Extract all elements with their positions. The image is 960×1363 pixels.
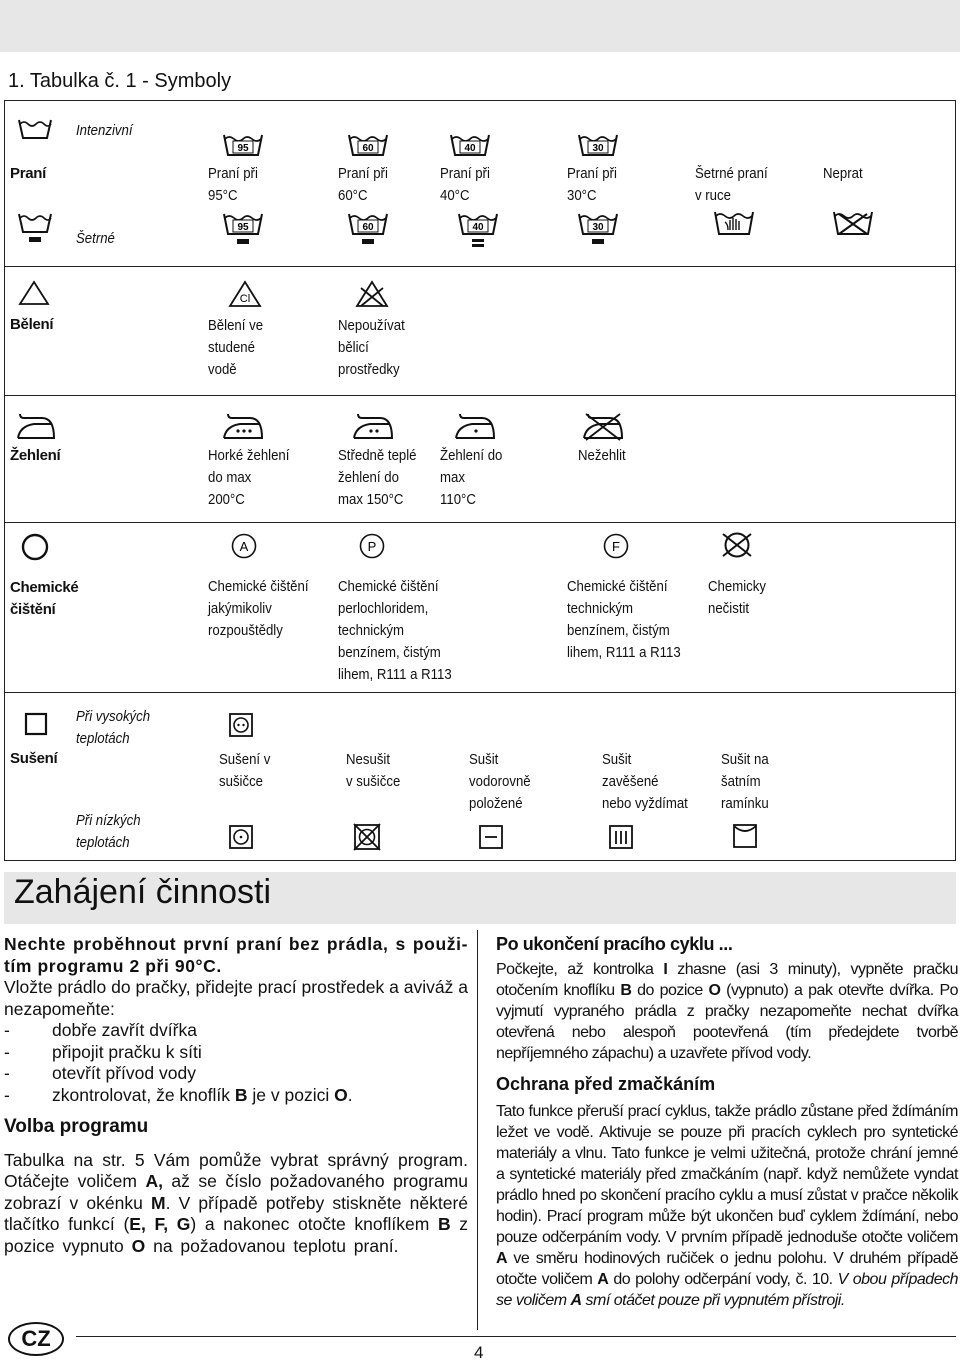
dry-square-icon <box>24 712 48 736</box>
iron-low-label: Žehlení do max 110°C <box>440 447 503 508</box>
dry-low-temp-label: Při nízkých teplotách <box>76 812 141 851</box>
bleach-triangle-icon <box>18 280 50 306</box>
wash-tub-gentle-icon <box>18 212 52 246</box>
svg-text:30: 30 <box>592 143 604 154</box>
table-title: 1. Tabulka č. 1 - Symboly <box>8 70 232 92</box>
line-dry-icon <box>731 822 759 850</box>
dryclean-a-icon <box>230 532 258 560</box>
category-dryclean: Chemické čištění <box>10 579 79 618</box>
drip-dry-label: Sušit zavěšené nebo vyždímat <box>602 751 688 812</box>
no-iron-label: Nežehlit <box>578 447 626 464</box>
dry-flat-icon <box>478 824 504 850</box>
wash-95-gentle-icon <box>223 212 263 246</box>
intensive-label: Intenzivní <box>76 122 133 139</box>
list-item: - dobře zavřít dvířka <box>4 1020 197 1040</box>
program-text: Tabulka na str. 5 Vám pomůže vybrat správný program. Otáčejte voličem A, až se číslo požadovaného programu zobrazí v okénku M. V případě potřeby stiskněte některé tlačítko funkcí (E, F, G) a nakonec otočte knoflíkem B z pozice vypnuto O na požadovanou teplotu praní. <box>4 1149 469 1256</box>
no-bleach-icon <box>355 280 389 308</box>
list-item: - připojit pračku k síti <box>4 1041 202 1062</box>
no-dryclean-icon <box>720 530 754 560</box>
gentle-label: Šetrné <box>76 230 115 247</box>
end-cycle-text: Počkejte, až kontrolka I zhasne (asi 3 minuty), vypněte pračku otočením knoflíku B do pozice O (vypnuto) a pak otevřte dvířka. Po vyjmutí vypraného prádla z pračky nezapomeňte nechat dvířka otevřená nebo alespoň pootevřená (tím předejdete tvorbě nepříjemného zápachu) a uzavřete přívod vody. <box>496 961 959 1062</box>
section-title: Zahájení činnosti <box>14 873 272 911</box>
wash-95-icon <box>223 133 263 157</box>
wash-95-label: Praní při 95°C <box>208 165 258 204</box>
row-divider <box>4 266 956 267</box>
no-tumble-dry-label: Nesušit v sušičce <box>346 751 401 790</box>
svg-text:60: 60 <box>362 143 374 154</box>
dryclean-f-label: Chemické čištění technickým benzínem, čistým lihem, R111 a R113 <box>567 578 681 661</box>
iron-hot-label: Horké žehlení do max 200°C <box>208 447 290 508</box>
dryclean-p-label: Chemické čištění perlochloridem, technickým benzínem, čistým lihem, R111 a R113 <box>338 578 452 683</box>
svg-text:40: 40 <box>464 143 476 154</box>
line-dry-label: Sušit na šatním ramínku <box>721 751 769 812</box>
table-border-top <box>4 100 956 101</box>
do-not-wash-label: Neprat <box>823 165 863 182</box>
intro-text: Vložte prádlo do pračky, přidejte prací prostředek a aviváž a nezapomeňte: <box>4 977 468 1019</box>
handwash-icon <box>714 210 754 236</box>
dry-flat-label: Sušit vodorovně položené <box>469 751 531 812</box>
left-column <box>4 934 468 1257</box>
category-bleach: Bělení <box>10 316 54 333</box>
iron-icon <box>14 412 58 440</box>
tumble-dry-high-icon <box>228 712 254 738</box>
do-not-wash-icon <box>833 210 873 236</box>
category-iron: Žehlení <box>10 447 61 464</box>
wash-30-gentle-icon <box>578 212 618 246</box>
category-wash: Praní <box>10 165 47 182</box>
svg-text:95: 95 <box>237 222 249 233</box>
dryclean-f-icon <box>602 532 630 560</box>
row-divider <box>4 692 956 693</box>
table-border-bottom <box>4 860 956 861</box>
wash-40-label: Praní při 40°C <box>440 165 490 204</box>
category-dry: Sušení <box>10 750 58 767</box>
page-number: 4 <box>474 1343 484 1362</box>
dry-high-temp-label: Při vysokých teplotách <box>76 708 151 747</box>
no-bleach-label: Nepoužívat bělicí prostředky <box>338 317 405 378</box>
dryclean-a-label: Chemické čištění jakýmikoliv rozpouštědly <box>208 578 309 639</box>
iron-medium-label: Středně teplé žehlení do max 150°C <box>338 447 417 508</box>
top-bar <box>0 0 960 52</box>
column-divider <box>477 930 478 1330</box>
wash-60-gentle-icon <box>348 212 388 246</box>
wash-40-gentle-icon <box>458 212 498 250</box>
no-iron-icon <box>580 410 626 442</box>
tumble-dry-label: Sušení v sušičce <box>219 751 271 790</box>
iron-hot-icon <box>220 412 266 440</box>
svg-text:Cl: Cl <box>239 293 251 305</box>
wash-40-icon <box>450 133 490 157</box>
wash-30-icon <box>578 133 618 157</box>
drip-dry-icon <box>608 824 634 850</box>
crease-heading: Ochrana před zmačkáním <box>496 1074 716 1094</box>
tumble-dry-low-icon <box>228 824 254 850</box>
table-border-left <box>4 100 5 860</box>
list-item: - otevřít přívod vody <box>4 1063 196 1083</box>
iron-low-icon <box>452 412 498 440</box>
wash-tub-icon <box>18 118 52 140</box>
crease-text: Tato funkce přeruší prací cyklus, takže prádlo zůstane před ždímáním ležet ve vodě. Aktivuje se pouze při pracích cyklech pro syntetické materiály a vlnu. Tato funkce je velmi užitečná, protože chrání jemné a syntetické materiály před zmačkáním (např. když nemůžete vyndat prádlo hned po skončení pracího cyklu a musí zůstat v pračce několik hodin). Prací program může být ukončen buď cyklem ždímání, nebo pouze odčerpáním vody. V prvním případě jednoduše otočte voličem A ve směru hodinových ručiček o jednu polohu. V druhém případě otočte voličem A do polohy odčerpání vody, č. 10. V obou případech se voličem A smí otáčet pouze při vypnutém přístroji. <box>496 1103 959 1309</box>
iron-medium-icon <box>350 412 396 440</box>
end-cycle-heading: Po ukončení pracího cyklu ... <box>496 934 733 954</box>
language-badge: CZ <box>8 1322 64 1356</box>
wash-60-icon <box>348 133 388 157</box>
dryclean-circle-icon <box>20 532 50 562</box>
row-divider <box>4 395 956 396</box>
svg-text:A: A <box>239 539 249 554</box>
row-divider <box>4 522 956 523</box>
bleach-cl-icon <box>228 280 262 308</box>
svg-text:60: 60 <box>362 222 374 233</box>
program-heading: Volba programu <box>4 1116 149 1137</box>
no-tumble-dry-icon <box>352 822 382 852</box>
svg-text:P: P <box>367 539 377 554</box>
no-dryclean-label: Chemicky nečistit <box>708 578 766 617</box>
svg-text:F: F <box>612 539 620 554</box>
handwash-label: Šetrné praní v ruce <box>695 165 768 204</box>
wash-30-label: Praní při 30°C <box>567 165 617 204</box>
wash-60-label: Praní při 60°C <box>338 165 388 204</box>
svg-text:30: 30 <box>592 222 604 233</box>
intro-bold: Nechte proběhnout první praní bez prádla, s použi-tím programu 2 při 90°C. <box>4 934 468 976</box>
svg-text:40: 40 <box>472 222 484 233</box>
table-border-right <box>955 100 956 860</box>
svg-text:95: 95 <box>237 143 249 154</box>
list-item: - zkontrolovat, že knoflík B je v pozici O. <box>4 1084 353 1105</box>
dryclean-p-icon <box>358 532 386 560</box>
right-column <box>496 934 958 1311</box>
bleach-cold-label: Bělení ve studené vodě <box>208 317 264 378</box>
footer-line <box>76 1336 956 1337</box>
